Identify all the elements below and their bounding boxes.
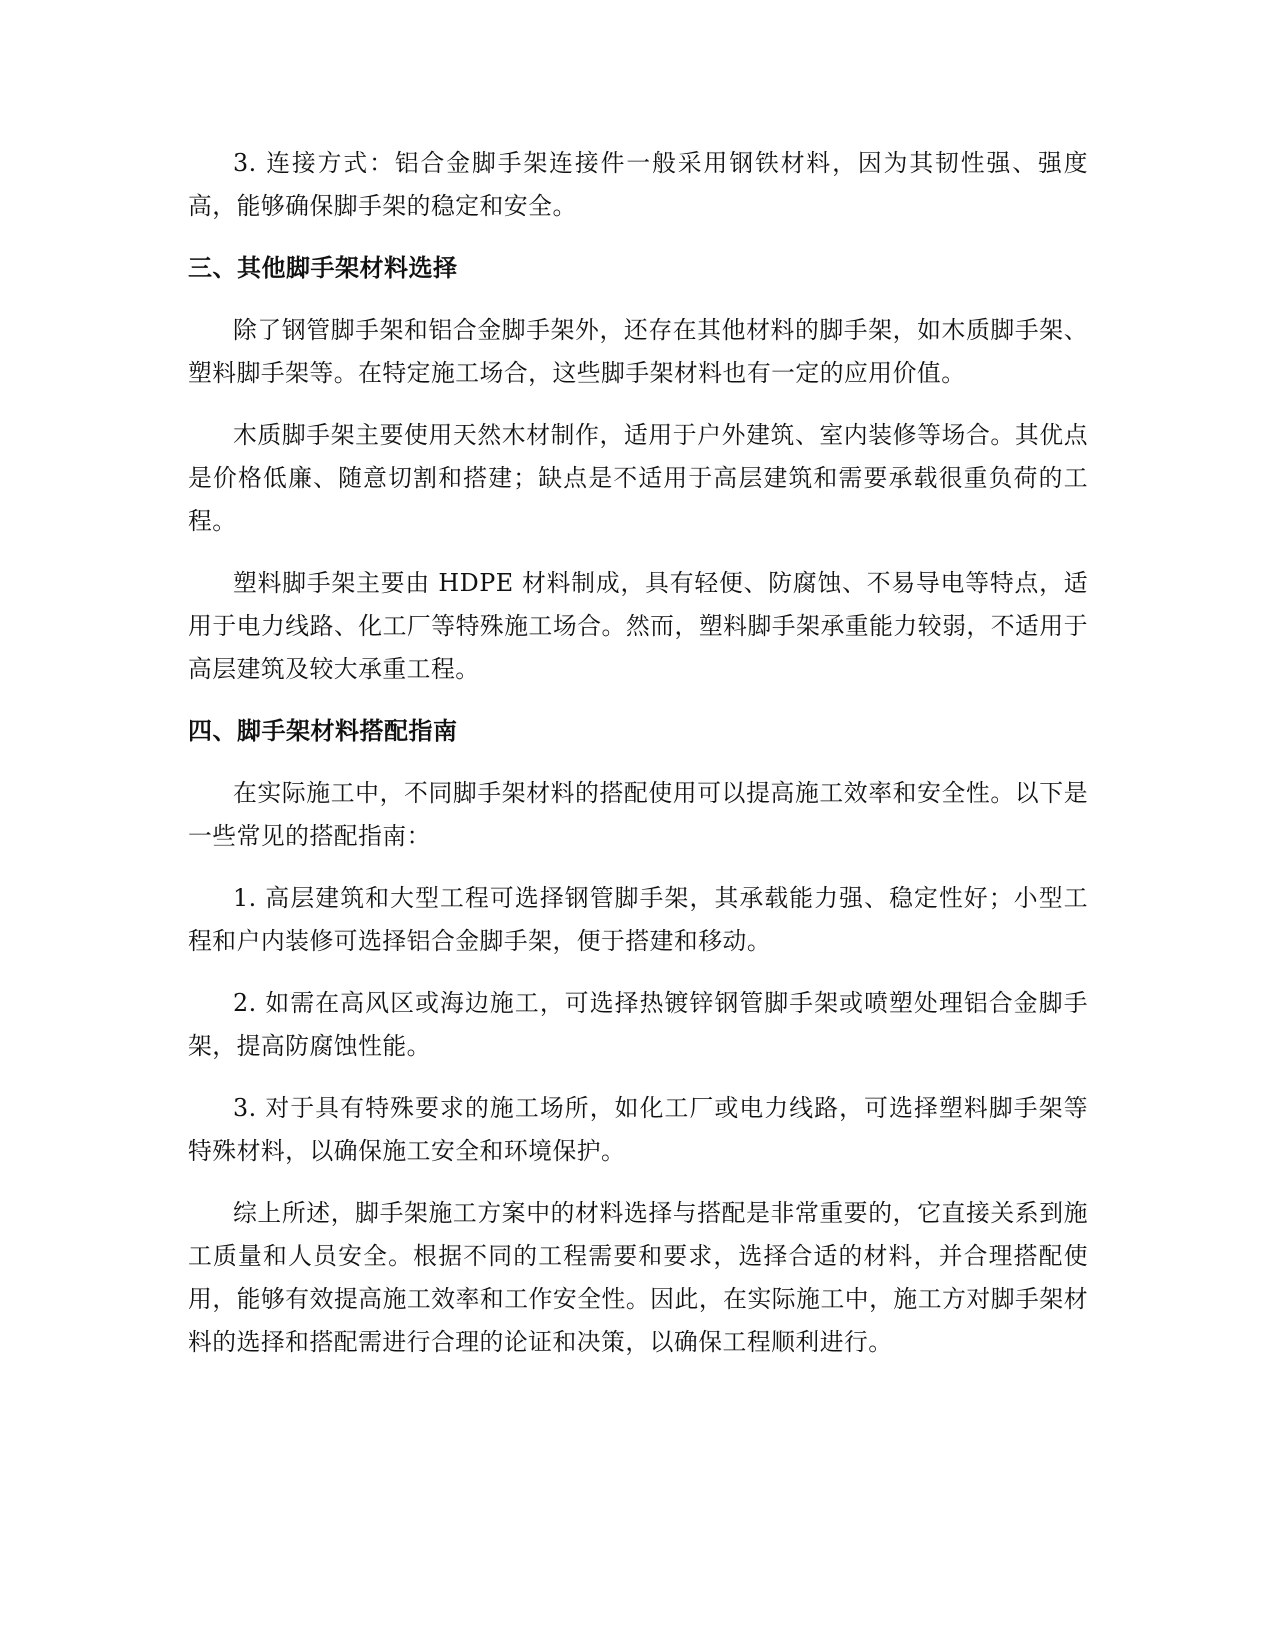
paragraph-wood-scaffold: 木质脚手架主要使用天然木材制作，适用于户外建筑、室内装修等场合。其优点是价格低廉、随意切割和搭建；缺点是不适用于高层建筑和需要承载很重负荷的工程。 — [188, 421, 1088, 535]
paragraph-plastic-scaffold: 塑料脚手架主要由 HDPE 材料制成，具有轻便、防腐蚀、不易导电等特点，适用于电力线路、化工厂等特殊施工场合。然而，塑料脚手架承重能力较弱，不适用于高层建筑及较大承重工程。 — [188, 569, 1088, 683]
paragraph-combination-intro: 在实际施工中，不同脚手架材料的搭配使用可以提高施工效率和安全性。以下是一些常见的搭配指南： — [188, 779, 1088, 850]
section-heading-combination-guide: 四、脚手架材料搭配指南 — [188, 717, 458, 745]
paragraph-guide-item-2: 2. 如需在高风区或海边施工，可选择热镀锌钢管脚手架或喷塑处理铝合金脚手架，提高防腐蚀性能。 — [188, 989, 1088, 1060]
section-heading-other-materials: 三、其他脚手架材料选择 — [188, 254, 458, 282]
paragraph-guide-item-3: 3. 对于具有特殊要求的施工场所，如化工厂或电力线路，可选择塑料脚手架等特殊材料，以确保施工安全和环境保护。 — [188, 1094, 1088, 1165]
paragraph-other-materials-intro: 除了钢管脚手架和铝合金脚手架外，还存在其他材料的脚手架，如木质脚手架、塑料脚手架等。在特定施工场合，这些脚手架材料也有一定的应用价值。 — [188, 316, 1088, 387]
document-body — [188, 142, 1088, 1364]
paragraph-guide-item-1: 1. 高层建筑和大型工程可选择钢管脚手架，其承载能力强、稳定性好；小型工程和户内装修可选择铝合金脚手架，便于搭建和移动。 — [188, 884, 1088, 955]
paragraph-connection-method: 3. 连接方式：铝合金脚手架连接件一般采用钢铁材料，因为其韧性强、强度高，能够确保脚手架的稳定和安全。 — [188, 149, 1088, 220]
paragraph-summary: 综上所述，脚手架施工方案中的材料选择与搭配是非常重要的，它直接关系到施工质量和人员安全。根据不同的工程需要和要求，选择合适的材料，并合理搭配使用，能够有效提高施工效率和工作安全性。因此，在实际施工中，施工方对脚手架材料的选择和搭配需进行合理的论证和决策，以确保工程顺利进行。 — [188, 1199, 1088, 1356]
